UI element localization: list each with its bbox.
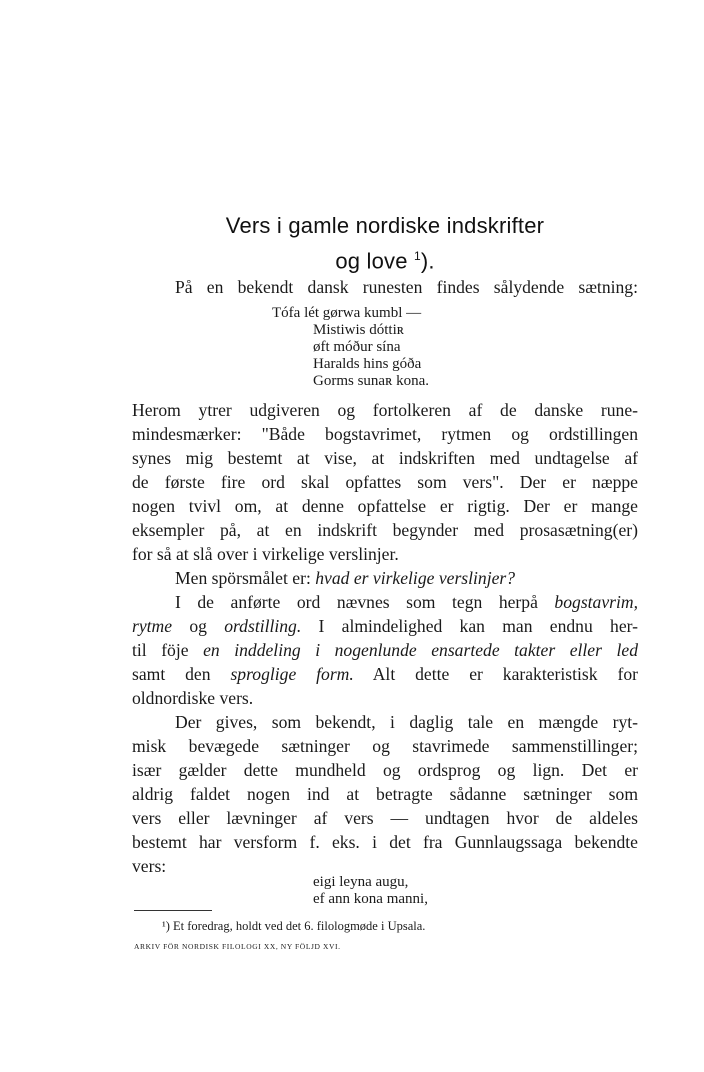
italic-phrase: ordstilling. [224, 616, 302, 636]
text-line: aldrig faldet nogen ind at betragte sådanne sætninger som [132, 784, 638, 804]
text-line: misk bevægede sætninger og stavrimede sammenstillinger; [132, 736, 638, 756]
text-line: for så at slå over i virkelige verslinjer. [132, 544, 399, 564]
intro-line: På en bekendt dansk runesten findes sålydende sætning: [175, 277, 638, 297]
verse-line: øft móður sína [313, 339, 401, 355]
italic-phrase: en inddeling i nogenlunde ensartede takter eller led [203, 640, 638, 660]
italic-phrase: rytme [132, 616, 173, 636]
text-line: eksempler på, at en indskrift begynder med prosasætning(er) [132, 520, 638, 540]
text-line: oldnordiske vers. [132, 688, 254, 708]
title-line-1: Vers i gamle nordiske indskrifter [225, 213, 545, 238]
text-line: til föje en inddeling i nogenlunde ensartede takter eller led [132, 640, 638, 660]
article-title [130, 211, 640, 276]
text-line: nogen tvivl om, at denne opfattelse er rigtig. Der er mange [132, 496, 638, 516]
verse-line: eigi leyna augu, [313, 874, 409, 890]
text-line: I de anførte ord nævnes som tegn herpå bogstavrim, [175, 592, 638, 612]
verse-line: Tófa lét gørwa kumbl — [272, 305, 422, 321]
text-line: samt den sproglige form. Alt dette er karakteristisk for [132, 664, 638, 684]
text-line: Men spörsmålet er: hvad er virkelige verslinjer? [175, 568, 516, 588]
verse-line: Mistiwis dóttiʀ [313, 322, 405, 338]
text-line: vers: [132, 856, 167, 876]
title-line-2: og love $^1$). [335, 248, 435, 274]
text-line: bestemt har versform f. eks. i det fra Gunnlaugssaga bekendte [132, 832, 638, 852]
italic-phrase: hvad er virkelige verslinjer? [315, 568, 516, 588]
text-line: Herom ytrer udgiveren og fortolkeren af de danske rune- [132, 400, 638, 420]
text-line: Der gives, som bekendt, i daglig tale en mængde ryt- [175, 712, 638, 732]
text-line: især gælder dette mundheld og ordsprog og lign. Det er [132, 760, 638, 780]
italic-phrase: bogstavrim, [554, 592, 638, 612]
verse-line: Haralds hins góða [313, 356, 422, 372]
italic-phrase: sproglige form. [230, 664, 354, 684]
footnote: ¹) Et foredrag, holdt ved det 6. filologmøde i Upsala. [162, 919, 426, 933]
footnote-divider [134, 910, 212, 911]
footnote-marker: 1 [413, 249, 421, 263]
text-line: synes mig bestemt at vise, at indskriften med undtagelse af [132, 448, 638, 468]
text-line: rytme og ordstilling. I almindelighed kan man endnu her- [132, 616, 639, 636]
journal-signature: ARKIV FÖR NORDISK FILOLOGI XX, NY FÖLJD XVI. [134, 942, 341, 951]
text-line: mindesmærker: "Både bogstavrimet, rytmen og ordstillingen [132, 424, 638, 444]
text-line: de første fire ord skal opfattes som vers". Der er næppe [132, 472, 638, 492]
verse-line: ef ann kona manni, [313, 891, 428, 907]
verse-line: Gorms sunaʀ kona. [313, 373, 430, 389]
text-line: vers eller lævninger af vers — undtagen hvor de aldeles [132, 808, 638, 828]
